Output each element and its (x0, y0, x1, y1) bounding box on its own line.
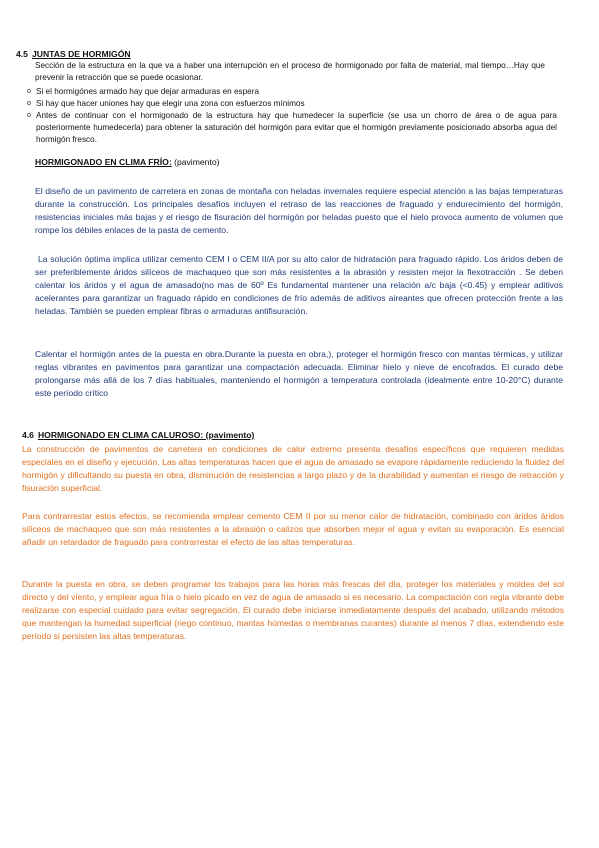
list-item-text: Antes de continuar con el hormigonado de la estructura hay que humedecer la superficie (se usa un chorro de área o de agua para posteriormente humedecerla) para obtener la saturación del hormigón para evitar que el hormigón previamente posicionado absorba agua del hormigón fresco. (36, 111, 557, 144)
list-item-text: Si hay que hacer uniones hay que elegir una zona con esfuerzos mínimos (36, 99, 305, 108)
hot-weather-paragraph-1: La construcción de pavimentos de carretera en condiciones de calor extremo presenta desafíos específicos que requieren medidas especiales en el diseño y ejecución. Las altas temperaturas hacen que el agua de amasado se evapore rápidamente reduciendo la fluidez del hormigón y dificultando su puesta en obra, disminución de resistencias a largo plazo y de la durabilidad y aumentan el riesgo de retracción y fisuración superficial. (22, 444, 564, 493)
section-number: 4.5 (16, 49, 28, 59)
cold-weather-paragraph-1: El diseño de un pavimento de carretera en zonas de montaña con heladas invernales requiere especial atención a las bajas temperaturas durante la construcción. Los principales desafíos incluyen el retraso de las reacciones de fraguado y endurecimiento del hormigón, resistencias iniciales más bajas y el riesgo de fisuración del hormigón por heladas puesto que el hielo provoca aumento de volumen que rompe los débiles enlaces de la pasta de cemento. (35, 186, 563, 235)
section-4-5-bullet-list (27, 86, 557, 146)
cold-weather-subtitle: (pavimento) (174, 157, 220, 167)
section-number: 4.6 (22, 430, 34, 440)
bullet-circle-icon: o (27, 112, 31, 119)
cold-weather-heading (35, 157, 219, 167)
list-item (27, 98, 557, 110)
cold-weather-title: HORMIGONADO EN CLIMA FRÍO: (35, 157, 172, 167)
list-item-text: Si el hormigónes armado hay que dejar armaduras en espera (36, 87, 260, 96)
section-4-5-intro: Sección de la estructura en la que va a haber una interrupción en el proceso de hormigonado por falta de material, mal tiempo…Hay que prevenir la retracción que se puede ocasionar. (35, 61, 545, 82)
section-4-5-heading (16, 49, 131, 59)
bullet-circle-icon: o (27, 100, 31, 107)
list-item (27, 86, 557, 98)
section-title: JUNTAS DE HORMIGÓN (31, 49, 131, 59)
list-item (27, 110, 557, 146)
cold-weather-paragraph-2: La solución óptima implica utilizar cemento CEM I o CEM II/A por su alto calor de hidratación para fraguado rápido. Los áridos deben de ser preferiblemente áridos silíceos de machaqueo que son más resistentes a la abrasión y resisten mejor la flexotracción . Se deben calentar los áridos y el agua de amasado(no mas de 60º Es fundamental mantener una relación a/c baja (<0.45) y emplear aditivos acelerantes para garantizar un fraguado rápido en condiciones de frío además de aditivos aireantes que ofrecen protección frente a las heladas. También se pueden emplear fibras o armaduras antifisuración. (35, 254, 563, 316)
section-4-6-heading (22, 430, 254, 440)
hot-weather-paragraph-3: Durante la puesta en obra, se deben programar los trabajos para las horas más frescas del día, proteger los materiales y moldes del sol directo y del viento, y emplear agua fría o hielo picado en vez de agua de amasado si es necesario. La compactación con regla vibrante debe realizarse con especial cuidado para evitar segregación. El curado debe iniciarse inmediatamente después del acabado, utilizando métodos que mantengan la humedad superficial (riego continuo, mantas húmedas o membranas curantes) durante al menos 7 días, extendiendo este período si persisten las altas temperaturas. (22, 579, 564, 641)
section-title: HORMIGONADO EN CLIMA CALUROSO: (pavimento) (37, 430, 255, 440)
hot-weather-paragraph-2: Para contrarrestar estos efectos, se recomienda emplear cemento CEM II por su menor calor de hidratación, combinado con áridos áridos silíceos de machaqueo que son más resistentes a la abrasión o calizos que absorben mejor el agua y evitan su evaporación. Es esencial añadir un retardador de fraguado para contrarrestar el efecto de las altas temperaturas. (22, 511, 564, 547)
cold-weather-paragraph-3: Calentar el hormigón antes de la puesta en obra.Durante la puesta en obra,), proteger el hormigón fresco con mantas térmicas, y utilizar reglas vibrantes en pavimentos para garantizar una compactación adecuada. Eliminar hielo y nieve de encofrados. El curado debe prolongarse más allá de los 7 días habituales, manteniendo el hormigón a temperatura controlada (idealmente entre 10-20°C) durante este período crítico (35, 349, 563, 398)
bullet-circle-icon: o (27, 88, 31, 95)
